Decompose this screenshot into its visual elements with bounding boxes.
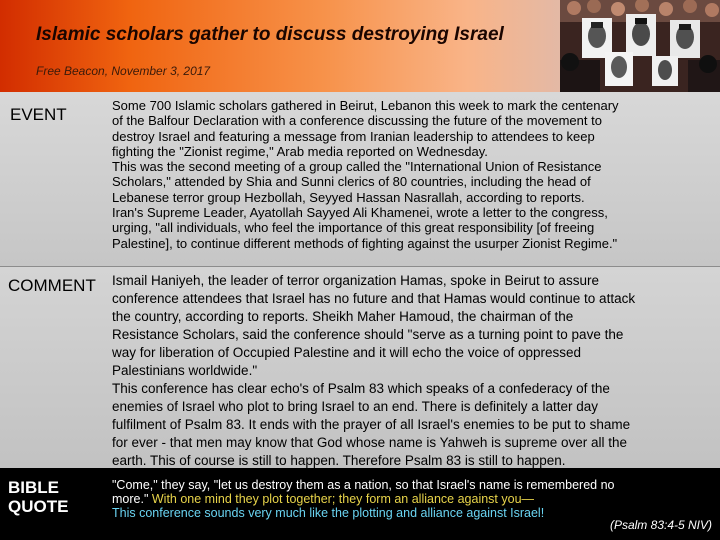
conference-note: This conference sounds very much like the plotting and alliance against Israel!: [112, 506, 545, 520]
comment-line: earth. This of course is still to happen. Therefore Psalm 83 is still to happen.: [112, 453, 566, 468]
comment-line: Ismail Haniyeh, the leader of terror organization Hamas, spoke in Beirut to assure: [112, 273, 599, 288]
comment-line: for ever - that men may know that God whose name is Yahweh is supreme over all the: [112, 435, 627, 450]
event-line: urging, "all individuals, who feel the importance of this great responsibility [of freeing: [112, 220, 595, 236]
scripture-reference: (Psalm 83:4-5 NIV): [609, 518, 712, 532]
event-line: This was the second meeting of a group called the "International Union of Resistance: [112, 159, 602, 175]
comment-line: conference attendees that Israel has no future and that Hamas would continue to attack: [112, 291, 636, 306]
event-line: Lebanese terror group Hezbollah, Seyyed Hassan Nasrallah, according to reports.: [112, 189, 585, 205]
event-line: Some 700 Islamic scholars gathered in Beirut, Lebanon this week to mark the centenary: [112, 98, 619, 113]
comment-line: enemies of Israel who plot to bring Israel to an end. There is definitely a latter day: [112, 399, 599, 414]
event-line: Palestine], to continue different methods of fighting against the usurper Zionist Regime.": [112, 235, 618, 251]
bible-quote-heading: [8, 478, 68, 516]
comment-heading: COMMENT: [8, 276, 96, 295]
event-section: [0, 92, 720, 267]
bible-heading-line: BIBLE: [8, 478, 59, 497]
event-line: Scholars," attended by Shia and Sunni clerics of 80 countries, including the head of: [112, 174, 591, 190]
quote-line: "Come," they say, "let us destroy them as a nation, so that Israel's name is remembered no: [112, 478, 615, 492]
event-line: of the Balfour Declaration with a conference discussing the future of the movement to: [112, 113, 602, 129]
quote-heading-line: QUOTE: [8, 497, 69, 516]
comment-line: Palestinians worldwide.": [112, 363, 258, 378]
quote-line-white: more.": [112, 492, 152, 506]
event-text: [112, 98, 712, 251]
comment-line: the country, according to reports. Sheikh Maher Hamoud, the chairman of the: [112, 309, 574, 324]
event-line: destroy Israel and featuring a message from Iranian leadership to attendees to keep: [112, 128, 595, 144]
comment-line: Resistance Scholars, said the conference should "serve as a turning point to pave the: [112, 327, 624, 342]
protest-crowd-photo: [560, 0, 720, 92]
comment-line: This conference has clear echo's of Psalm 83 which speaks of a confederacy of the: [112, 381, 610, 396]
event-line: Iran's Supreme Leader, Ayatollah Sayyed Ali Khamenei, wrote a letter to the congress,: [112, 205, 608, 221]
slide-title: Islamic scholars gather to discuss destroying Israel: [36, 24, 504, 45]
comment-line: way for liberation of Occupied Palestine and it will echo the voice of oppressed: [112, 345, 582, 360]
bible-quote-section: [0, 468, 720, 540]
source-citation: Free Beacon, November 3, 2017: [36, 64, 211, 78]
content-panel: [0, 92, 720, 468]
event-heading: EVENT: [10, 105, 67, 124]
title-banner: [0, 0, 720, 92]
comment-line: fulfilment of Psalm 83. It ends with the prayer of all Israel's enemies to be put to shame: [112, 417, 631, 432]
comment-section: [0, 267, 720, 468]
bible-quote-text: [112, 478, 712, 520]
quote-line: [112, 492, 712, 506]
event-line: fighting the "Zionist regime," Arab media reported on Wednesday.: [112, 143, 488, 159]
quote-line-highlight: With one mind they plot together; they form an alliance against you—: [151, 492, 535, 506]
comment-text: [112, 272, 718, 470]
